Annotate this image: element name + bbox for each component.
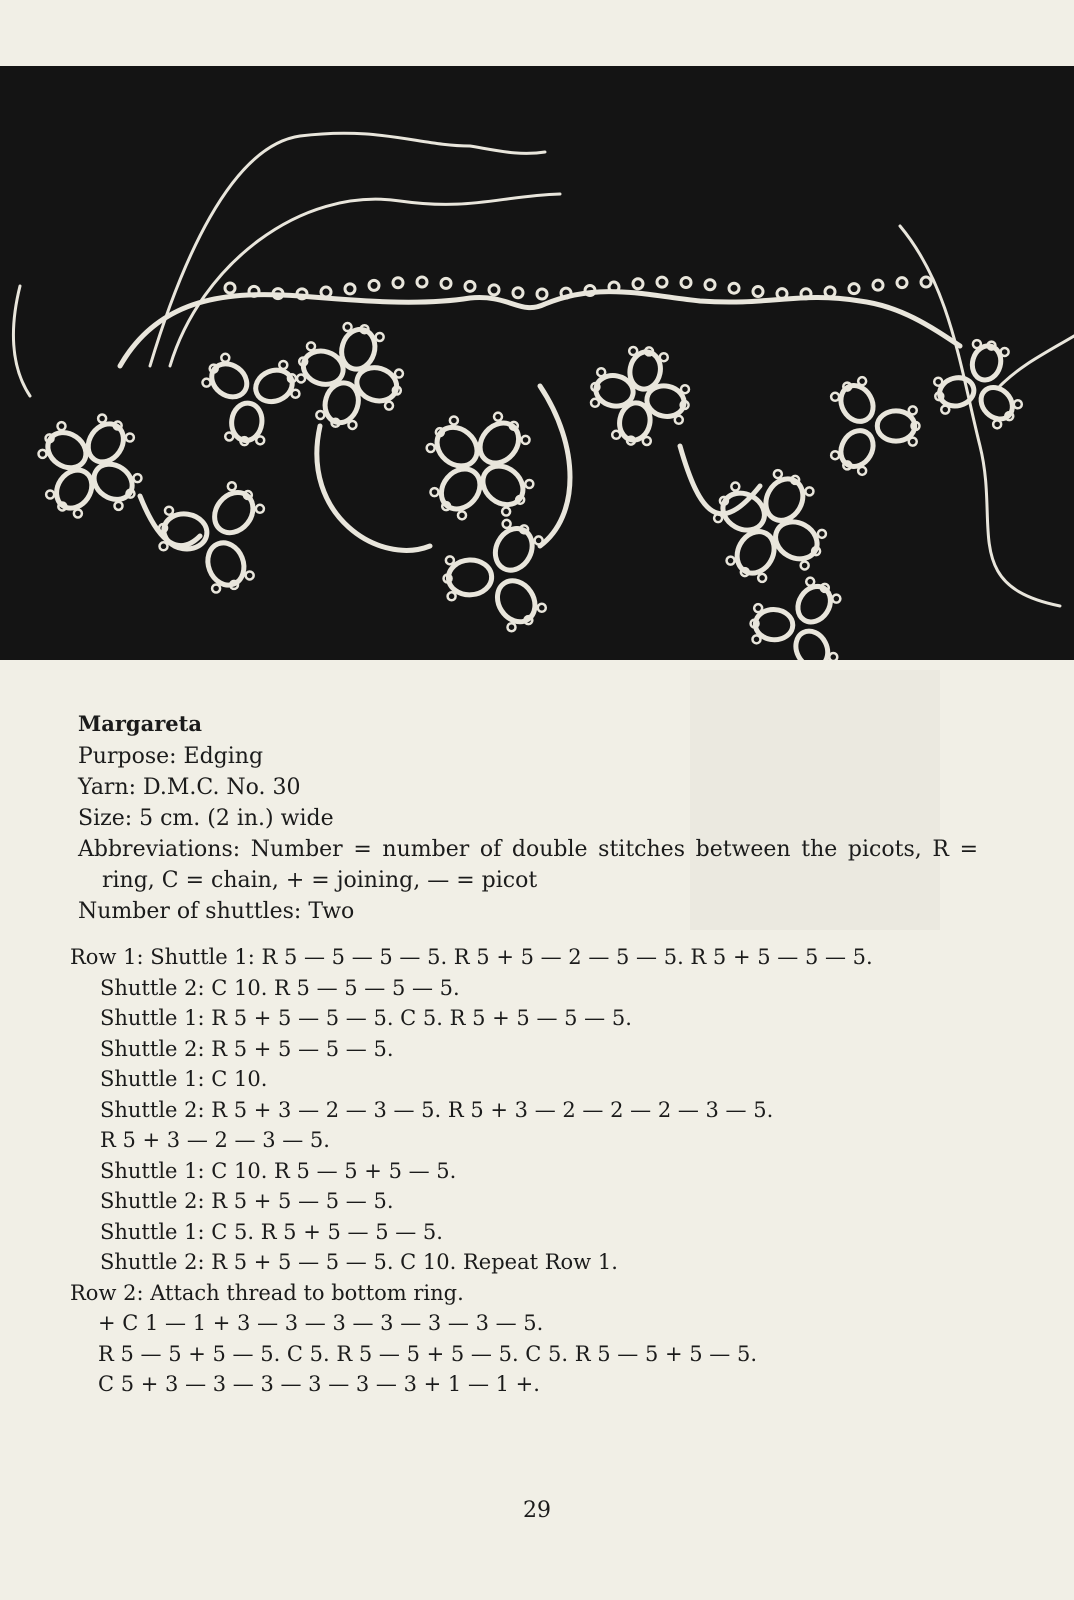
picot: [427, 444, 435, 452]
instruction-line: Shuttle 2: R 5 + 3 — 2 — 3 — 5. R 5 + 3 — 2 — 2 — 2 — 3 — 5.: [100, 1097, 774, 1122]
picot: [344, 323, 352, 331]
picot: [727, 557, 735, 565]
picot: [705, 280, 715, 290]
picot: [921, 277, 931, 287]
instruction-line: Shuttle 2: R 5 + 5 — 5 — 5.: [100, 1189, 394, 1213]
picot: [801, 289, 811, 299]
picot: [165, 507, 173, 515]
picot: [522, 436, 530, 444]
picot: [321, 287, 331, 297]
picot: [1001, 348, 1009, 356]
instruction-line: Shuttle 1: C 10.: [100, 1067, 268, 1091]
picot: [228, 482, 236, 490]
page-number: 29: [523, 1498, 551, 1523]
picot: [246, 571, 254, 579]
tatted-ring: [81, 417, 131, 469]
picot: [458, 511, 466, 519]
thread-end: [1000, 336, 1074, 386]
picot: [675, 416, 683, 424]
picot: [681, 385, 689, 393]
picot: [297, 374, 305, 382]
picot: [538, 604, 546, 612]
tatted-ring: [202, 538, 250, 591]
tatted-ring: [791, 580, 837, 628]
picot: [503, 520, 511, 528]
picot: [489, 285, 499, 295]
tatted-ring: [87, 457, 139, 507]
picot: [502, 508, 510, 516]
picot: [825, 287, 835, 297]
picot: [345, 284, 355, 294]
picot: [597, 368, 605, 376]
picot: [98, 415, 106, 423]
tatted-ring: [835, 425, 880, 473]
picot: [873, 280, 883, 290]
instruction-line: Row 1: Shuttle 1: R 5 — 5 — 5 — 5. R 5 + 5 — 2 — 5 — 5. R 5 + 5 — 5 — 5.: [70, 945, 873, 969]
picot: [1014, 400, 1022, 408]
picot: [225, 283, 235, 293]
yarn-line: Yarn: D.M.C. No. 30: [78, 775, 301, 800]
picot: [446, 556, 454, 564]
picot: [777, 289, 787, 299]
picot: [657, 277, 667, 287]
picot: [897, 278, 907, 288]
picot: [753, 287, 763, 297]
picot: [660, 353, 668, 361]
picot: [561, 288, 571, 298]
picot: [395, 370, 403, 378]
tatted-ring: [968, 342, 1004, 383]
picot: [612, 431, 620, 439]
tatted-ring: [488, 522, 539, 576]
picot: [758, 574, 766, 582]
picot: [494, 413, 502, 421]
top-chain: [120, 292, 960, 366]
picot: [858, 467, 866, 475]
picot: [202, 379, 210, 387]
picot: [849, 284, 859, 294]
shuttles-line: Number of shuttles: Two: [78, 899, 355, 924]
tatted-ring: [790, 626, 834, 660]
thread-end: [13, 286, 30, 396]
picot: [681, 277, 691, 287]
tatted-ring: [251, 365, 297, 407]
picot: [316, 411, 324, 419]
picot: [729, 283, 739, 293]
abbreviations-line: Abbreviations: Number = number of double stitches between the picots, R = ring, C = chain, + = joining, — = picot: [78, 837, 978, 893]
connecting-chain: [317, 426, 430, 550]
picot: [591, 399, 599, 407]
picot: [818, 530, 826, 538]
thread-end: [170, 194, 560, 366]
picot: [909, 406, 917, 414]
tatted-ring: [877, 411, 914, 441]
tatted-lace-image: [0, 66, 1074, 660]
tatted-ring: [490, 574, 543, 629]
picot: [450, 416, 458, 424]
picot: [385, 402, 393, 410]
picot: [513, 288, 523, 298]
tatted-ring: [41, 425, 93, 475]
picot: [537, 289, 547, 299]
picot: [39, 450, 47, 458]
picot: [858, 377, 866, 385]
connecting-chain: [540, 386, 570, 546]
picot: [909, 438, 917, 446]
instruction-line: Shuttle 1: C 10. R 5 — 5 + 5 — 5.: [100, 1158, 457, 1183]
pattern-title: Margareta: [78, 711, 202, 736]
instruction-line: Shuttle 2: R 5 + 5 — 5 — 5. C 10. Repeat Row 1.: [100, 1250, 618, 1274]
picot: [629, 347, 637, 355]
picot: [831, 451, 839, 459]
picot: [225, 432, 233, 440]
picot: [417, 277, 427, 287]
picot: [752, 635, 760, 643]
tatted-ring: [835, 380, 880, 428]
picot: [731, 483, 739, 491]
instruction-line: Shuttle 1: R 5 + 5 — 5 — 5. C 5. R 5 + 5 — 5 — 5.: [100, 1006, 632, 1030]
instruction-line: + C 1 — 1 + 3 — 3 — 3 — 3 — 3 — 3 — 5.: [98, 1311, 544, 1335]
picot: [643, 437, 651, 445]
picot: [369, 280, 379, 290]
instruction-line: R 5 — 5 + 5 — 5. C 5. R 5 — 5 + 5 — 5. C 5. R 5 — 5 + 5 — 5.: [98, 1341, 758, 1366]
picot: [633, 279, 643, 289]
picot: [57, 422, 65, 430]
picot: [291, 390, 299, 398]
picot: [46, 491, 54, 499]
picot: [831, 393, 839, 401]
picot: [993, 420, 1001, 428]
instruction-line: Row 2: Attach thread to bottom ring.: [70, 1280, 464, 1305]
picot: [393, 278, 403, 288]
picot: [934, 378, 942, 386]
picot: [806, 578, 814, 586]
picot: [133, 474, 141, 482]
lace-photo: [0, 66, 1074, 660]
picot: [256, 505, 264, 513]
picot: [832, 595, 840, 603]
tatted-ring: [49, 463, 99, 515]
picot: [249, 286, 259, 296]
picot: [609, 282, 619, 292]
picot: [441, 278, 451, 288]
picot: [829, 653, 837, 660]
instruction-line: Shuttle 1: C 5. R 5 + 5 — 5 — 5.: [100, 1219, 443, 1244]
picot: [160, 542, 168, 550]
picot: [801, 561, 809, 569]
pattern-info: [78, 708, 978, 927]
picot: [774, 470, 782, 478]
picot: [115, 502, 123, 510]
picot: [279, 361, 287, 369]
picot: [212, 584, 220, 592]
purpose-line: Purpose: Edging: [78, 744, 264, 769]
picot: [941, 406, 949, 414]
instruction-line: Shuttle 2: R 5 + 5 — 5 — 5.: [100, 1036, 394, 1061]
picot: [348, 421, 356, 429]
picot: [430, 488, 438, 496]
picot: [307, 342, 315, 350]
picot: [973, 340, 981, 348]
instruction-line: C 5 + 3 — 3 — 3 — 3 — 3 — 3 + 1 — 1 +.: [98, 1372, 540, 1396]
picot: [221, 354, 229, 362]
picot: [448, 592, 456, 600]
picot: [126, 433, 134, 441]
instructions: [70, 942, 1010, 1400]
picot: [525, 480, 533, 488]
instruction-line: Shuttle 2: C 10. R 5 — 5 — 5 — 5.: [100, 975, 460, 1000]
picot: [754, 604, 762, 612]
instruction-line: R 5 + 3 — 2 — 3 — 5.: [100, 1128, 330, 1152]
picot: [507, 623, 515, 631]
picot: [74, 509, 82, 517]
picot: [805, 487, 813, 495]
size-line: Size: 5 cm. (2 in.) wide: [78, 806, 334, 831]
tatted-ring: [448, 559, 493, 596]
picot: [376, 333, 384, 341]
picot: [256, 436, 264, 444]
picot: [465, 281, 475, 291]
thread-end: [900, 226, 1060, 606]
